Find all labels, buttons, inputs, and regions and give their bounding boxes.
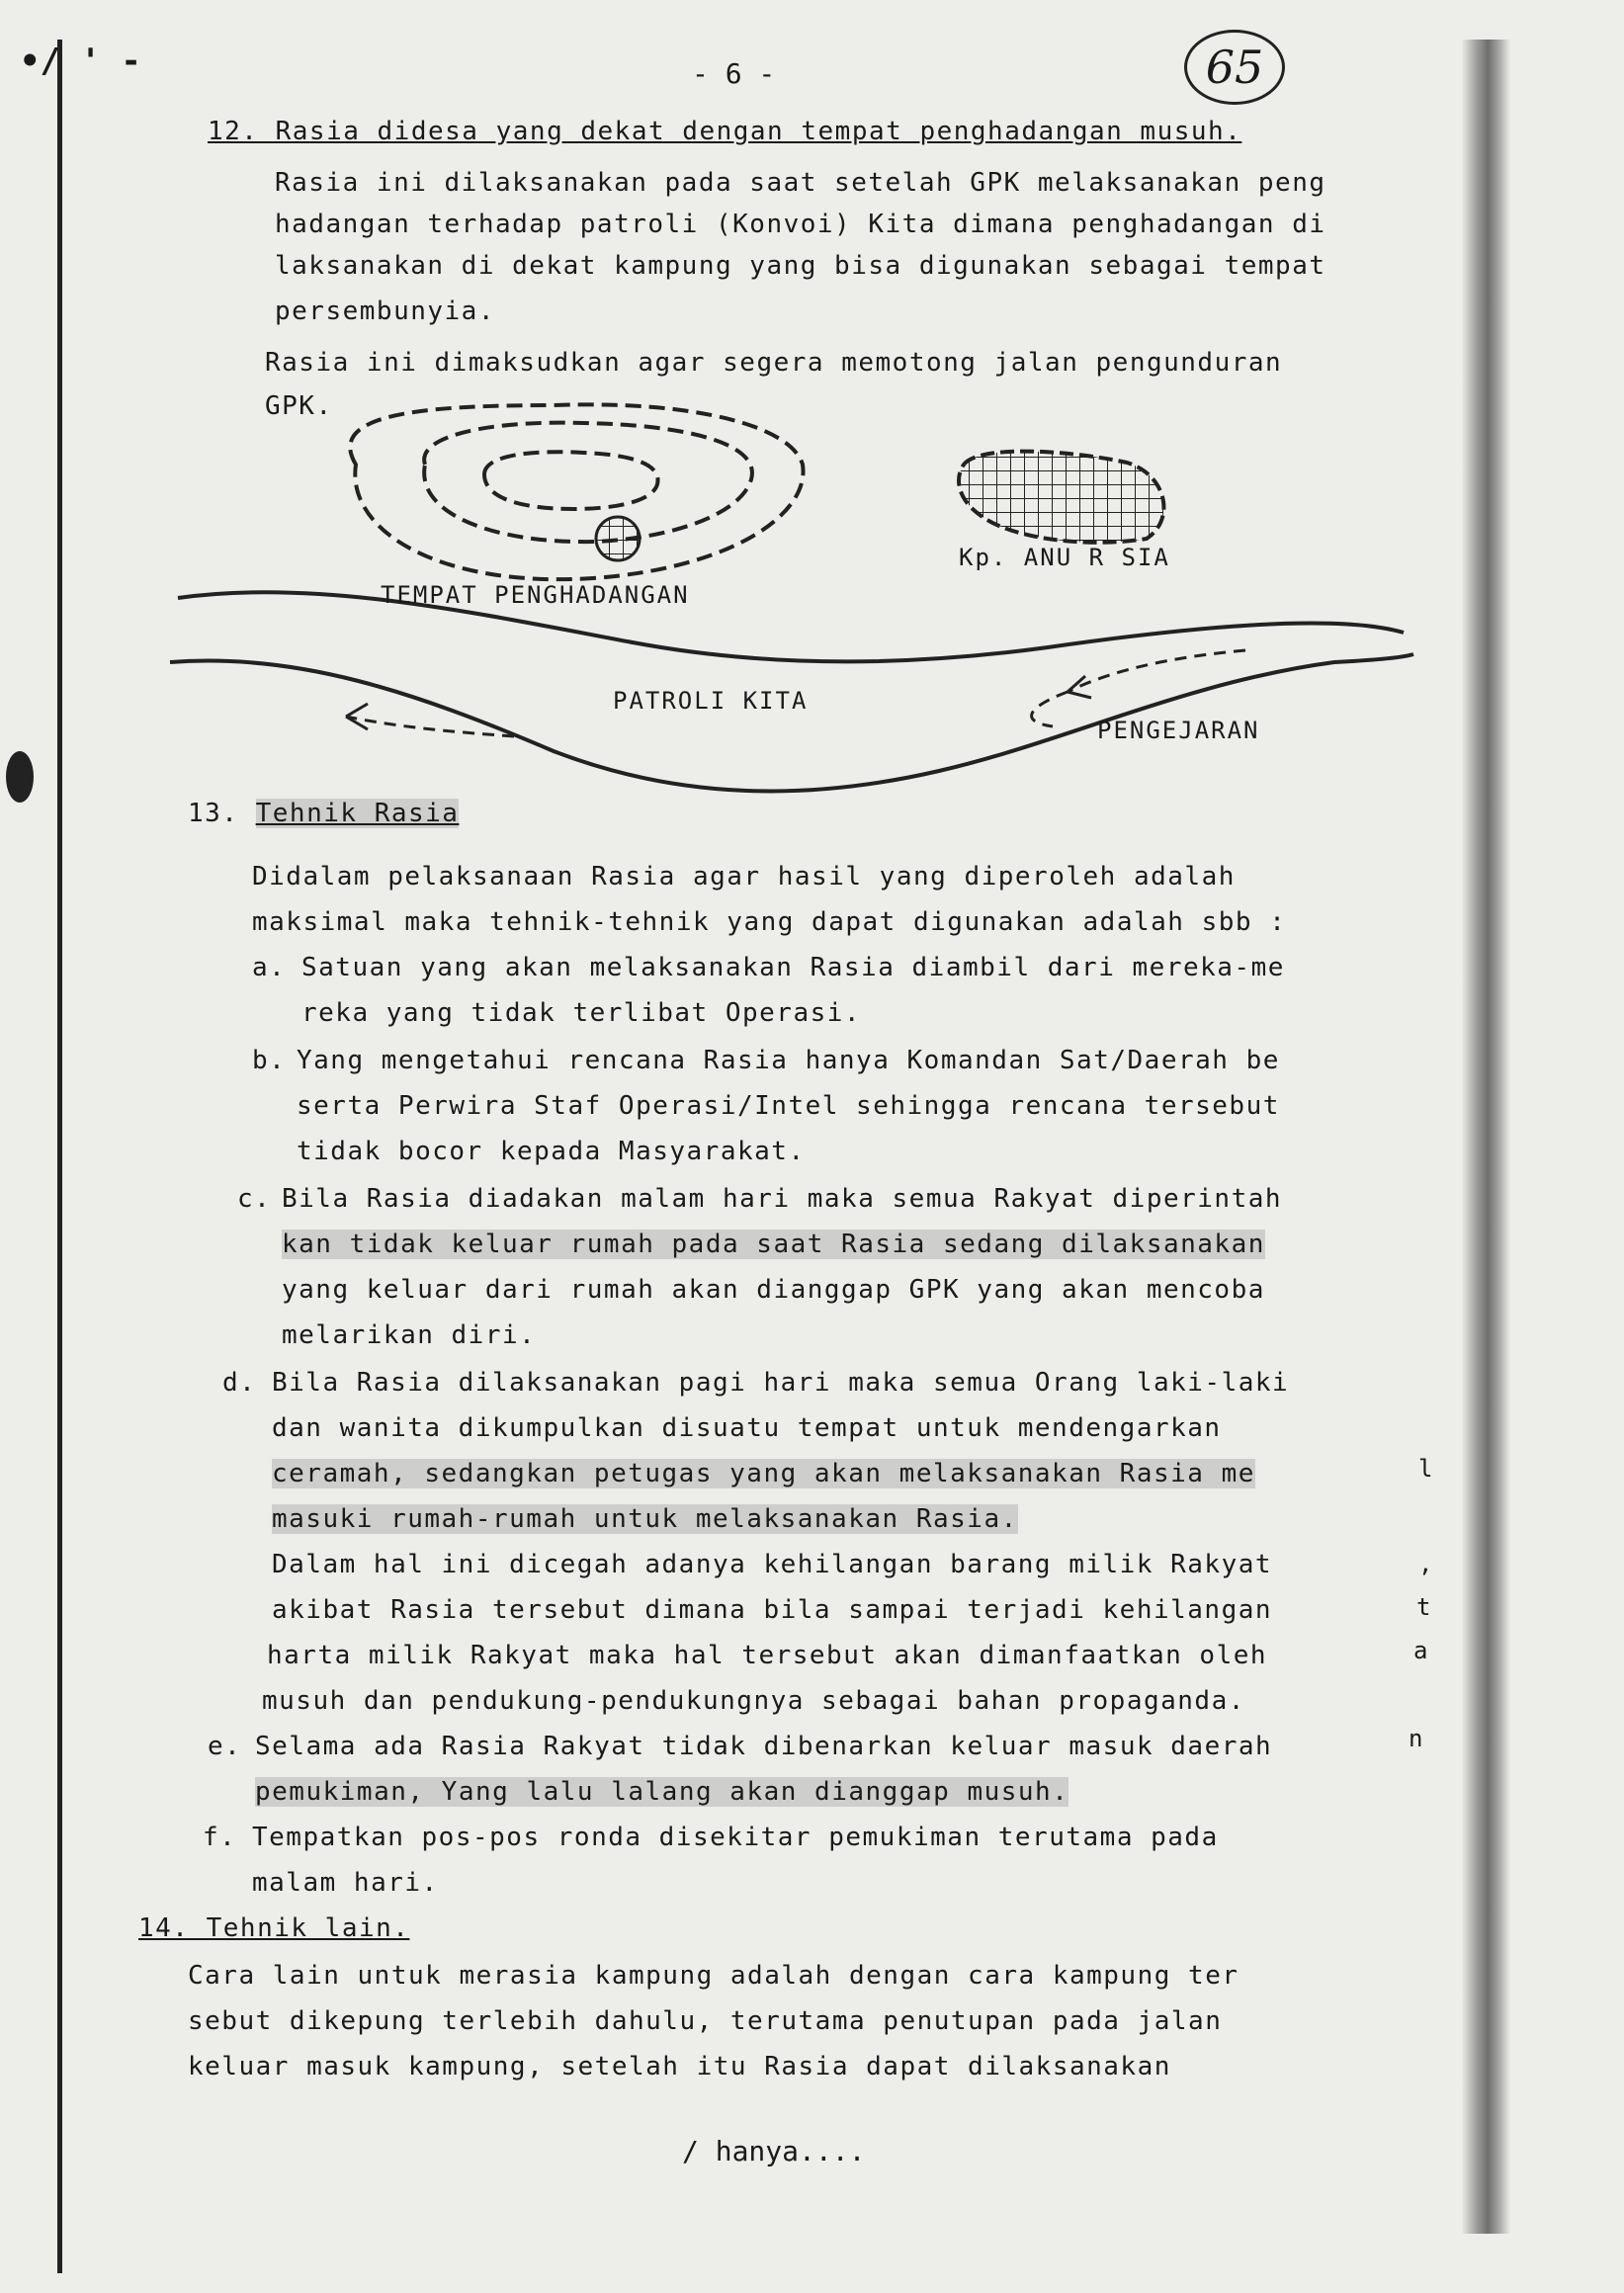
- item-b-line-2: serta Perwira Staf Operasi/Intel sehingga rencana tersebut: [297, 1091, 1280, 1121]
- item-b-letter: b.: [252, 1046, 287, 1075]
- item-d-line-7: harta milik Rakyat maka hal tersebut akan dimanfaatkan oleh: [267, 1641, 1268, 1670]
- margin-note-1: l: [1418, 1455, 1433, 1483]
- s14-line-2: sebut dikepung terlebih dahulu, terutama penutupan pada jalan: [188, 2006, 1223, 2036]
- page-number: - 6 -: [692, 57, 776, 90]
- margin-note-4: a: [1413, 1637, 1428, 1664]
- s14-line-3: keluar masuk kampung, setelah itu Rasia dapat dilaksanakan: [188, 2052, 1171, 2081]
- s14-line-1: Cara lain untuk merasia kampung adalah dengan cara kampung ter: [188, 1961, 1239, 1991]
- hill-contour-outer: [350, 404, 803, 579]
- item-e-letter: e.: [208, 1732, 242, 1761]
- item-d-line-3: ceramah, sedangkan petugas yang akan melaksanakan Rasia me: [272, 1459, 1255, 1488]
- s12-line-5: Rasia ini dimaksudkan agar segera memotong jalan pengunduran: [265, 348, 1283, 378]
- patrol-arrow-path: [346, 717, 514, 736]
- section-14-heading: 14. Tehnik lain.: [138, 1913, 410, 1943]
- continuation-note: / hanya....: [682, 2135, 866, 2167]
- item-a-line-1: Satuan yang akan melaksanakan Rasia diambil dari mereka-me: [301, 953, 1285, 982]
- patrol-arrowhead: [346, 704, 368, 729]
- label-village: Kp. ANU R SIA: [959, 544, 1170, 571]
- section-13-heading: [188, 799, 459, 828]
- s12-line-1: Rasia ini dilaksanakan pada saat setelah GPK melaksanakan peng: [275, 168, 1326, 198]
- item-b-line-3: tidak bocor kepada Masyarakat.: [297, 1137, 806, 1166]
- binding-edge-left: [57, 40, 62, 2273]
- item-a-letter: a.: [252, 953, 287, 982]
- item-b-line-1: Yang mengetahui rencana Rasia hanya Komandan Sat/Daerah be: [297, 1046, 1280, 1075]
- s12-line-3: laksanakan di dekat kampung yang bisa digunakan sebagai tempat: [275, 251, 1326, 281]
- item-c-line-4: melarikan diri.: [282, 1320, 537, 1350]
- scan-edge-right: [1461, 40, 1510, 2234]
- s13-intro-2: maksimal maka tehnik-tehnik yang dapat digunakan adalah sbb :: [252, 907, 1287, 937]
- s13-intro-1: Didalam pelaksanaan Rasia agar hasil yang diperoleh adalah: [252, 862, 1236, 892]
- item-f-line-1: Tempatkan pos-pos ronda disekitar pemukiman terutama pada: [252, 1823, 1219, 1852]
- item-e-line-2: pemukiman, Yang lalu lalang akan dianggap musuh.: [255, 1777, 1069, 1807]
- item-e-line-1: Selama ada Rasia Rakyat tidak dibenarkan keluar masuk daerah: [255, 1732, 1273, 1761]
- item-f-line-2: malam hari.: [252, 1868, 439, 1898]
- margin-note-5: n: [1409, 1725, 1423, 1752]
- item-d-line-8: musuh dan pendukung-pendukungnya sebagai bahan propaganda.: [262, 1686, 1245, 1716]
- punch-hole: [6, 751, 34, 803]
- section-13-number: 13.: [188, 799, 239, 828]
- item-d-line-2: dan wanita dikumpulkan disuatu tempat untuk mendengarkan: [272, 1413, 1222, 1443]
- road-upper-edge: [178, 592, 1404, 661]
- item-c-letter: c.: [237, 1184, 272, 1214]
- s12-line-2: hadangan terhadap patroli (Konvoi) Kita dimana penghadangan di: [275, 210, 1326, 239]
- item-f-letter: f.: [203, 1823, 237, 1852]
- pursuit-arrow-path: [1068, 650, 1245, 692]
- section-12-heading: 12. Rasia didesa yang dekat dengan tempat penghadangan musuh.: [208, 117, 1242, 146]
- item-d-line-5: Dalam hal ini dicegah adanya kehilangan barang milik Rakyat: [272, 1550, 1273, 1579]
- margin-note-2: ,: [1418, 1550, 1433, 1577]
- item-c-line-1: Bila Rasia diadakan malam hari maka semua Rakyat diperintah: [282, 1184, 1283, 1214]
- item-c-line-3: yang keluar dari rumah akan dianggap GPK yang akan mencoba: [282, 1275, 1265, 1305]
- s12-line-4: persembunyia.: [275, 297, 495, 326]
- label-pursuit: PENGEJARAN: [1097, 717, 1260, 744]
- label-ambush-site: TEMPAT PENGHADANGAN: [381, 581, 690, 609]
- pursuit-curve: [1032, 692, 1068, 726]
- s12-line-6: GPK.: [265, 391, 333, 421]
- item-c-line-2: kan tidak keluar rumah pada saat Rasia sedang dilaksanakan: [282, 1230, 1265, 1259]
- item-d-letter: d.: [222, 1368, 257, 1398]
- village-area: [959, 452, 1163, 543]
- item-a-line-2: reka yang tidak terlibat Operasi.: [301, 998, 862, 1028]
- ambush-position-marker: [596, 517, 640, 560]
- item-d-line-4: masuki rumah-rumah untuk melaksanakan Rasia.: [272, 1504, 1018, 1534]
- label-patrol: PATROLI KITA: [613, 687, 809, 715]
- corner-mark: •/ ' -: [20, 42, 141, 81]
- pursuit-arrowhead: [1068, 676, 1091, 698]
- item-d-line-1: Bila Rasia dilaksanakan pagi hari maka semua Orang laki-laki: [272, 1368, 1290, 1398]
- stamp-number: 65: [1205, 41, 1264, 94]
- item-d-line-6: akibat Rasia tersebut dimana bila sampai terjadi kehilangan: [272, 1595, 1273, 1625]
- section-13-title: Tehnik Rasia: [255, 799, 460, 828]
- hill-contour-inner: [484, 452, 658, 509]
- hill-contour-middle: [424, 423, 752, 542]
- margin-note-3: t: [1416, 1593, 1431, 1621]
- page-stamp: [1184, 30, 1285, 105]
